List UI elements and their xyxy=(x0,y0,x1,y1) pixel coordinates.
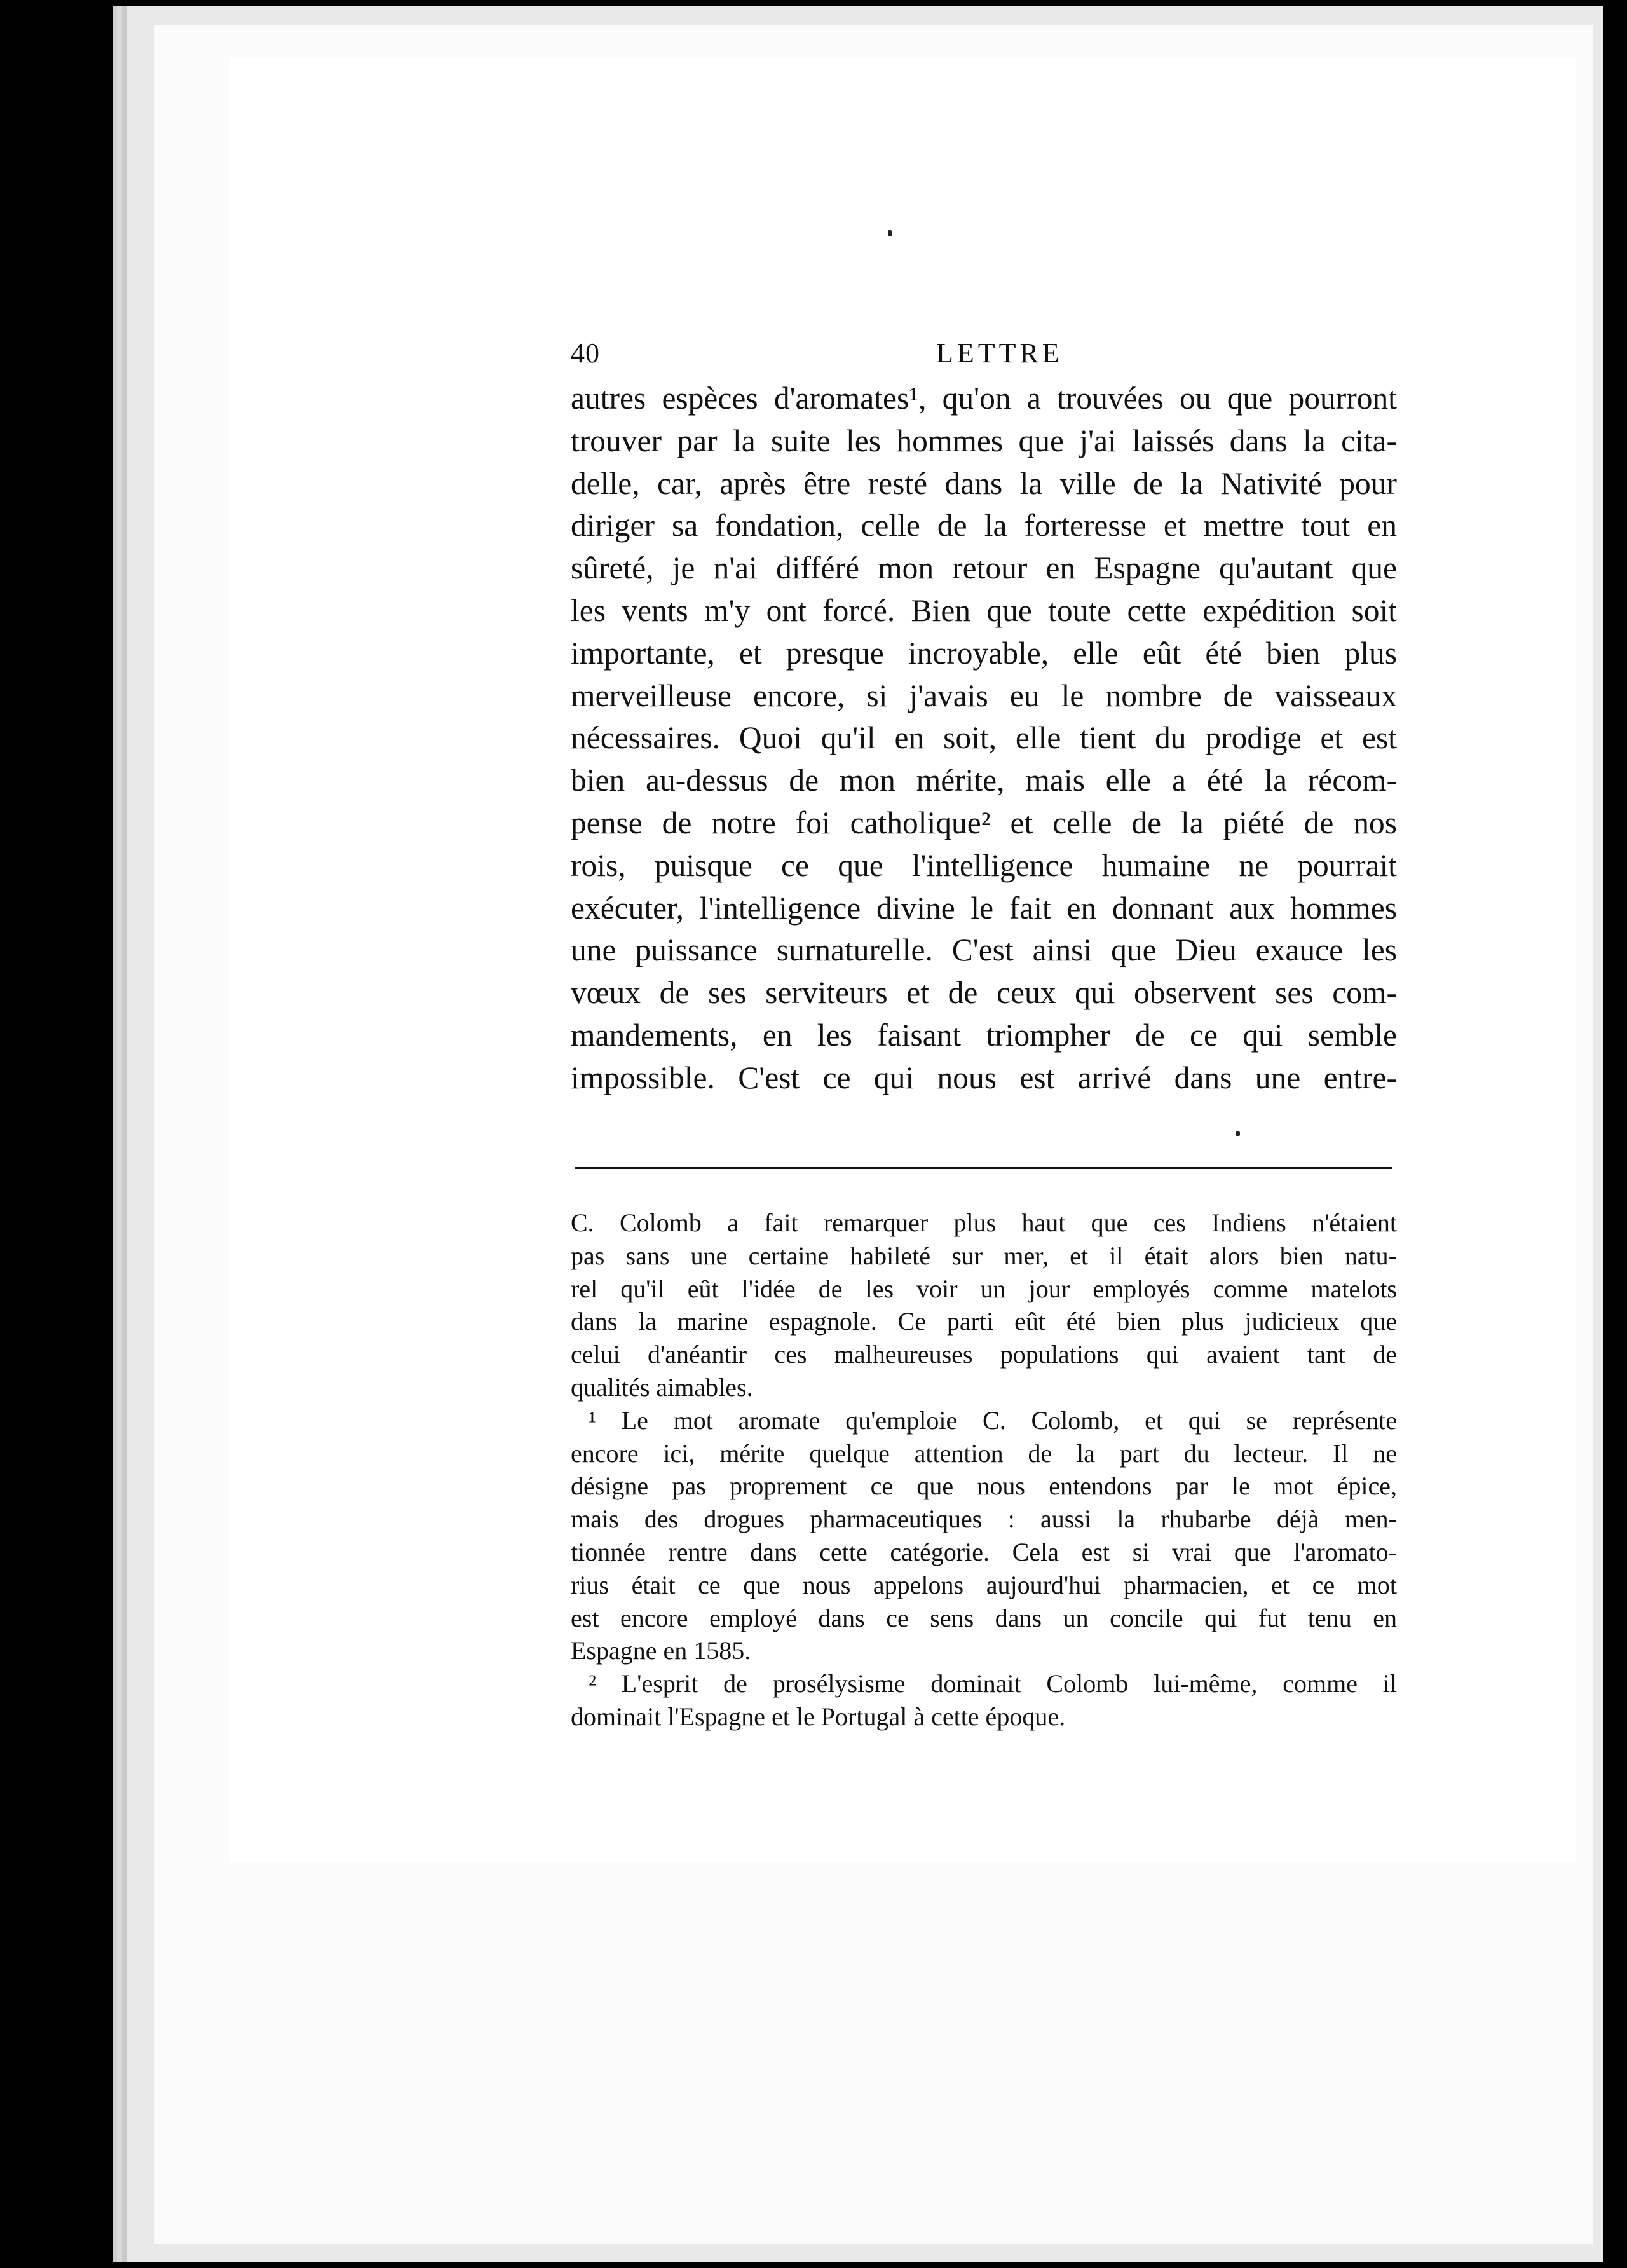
text-line: autres espèces d'aromates¹, qu'on a trouvées ou que pourront xyxy=(571,381,1397,416)
text-line: delle, car, après être resté dans la ville de la Nativité pour xyxy=(571,465,1397,501)
footnote-line: tionnée rentre dans cette catégorie. Cela est si vrai que l'aromato- xyxy=(571,1537,1397,1566)
footnote-line: désigne pas proprement ce que nous entendons par le mot épice, xyxy=(571,1472,1397,1501)
footnotes xyxy=(571,1206,1397,1733)
text-line: vœux de ses serviteurs et de ceux qui observent ses com- xyxy=(571,975,1397,1011)
footnote-line: qualités aimables. xyxy=(571,1372,753,1402)
footnote-line: mais des drogues pharmaceutiques : aussi la rhubarbe déjà men- xyxy=(571,1505,1397,1534)
text-line: importante, et presque incroyable, elle eût été bien plus xyxy=(571,635,1397,671)
text-line: mandements, en les faisant triompher de ce qui semble xyxy=(571,1017,1397,1053)
text-line: pense de notre foi catholique² et celle de la piété de nos xyxy=(571,805,1397,840)
footnote-line: C. Colomb a fait remarquer plus haut que ces Indiens n'étaient xyxy=(571,1208,1397,1237)
text-line: trouver par la suite les hommes que j'ai laissés dans la cita- xyxy=(571,423,1397,458)
text-line: une puissance surnaturelle. C'est ainsi que Dieu exauce les xyxy=(571,932,1397,968)
running-header xyxy=(571,337,1391,369)
text-line: merveilleuse encore, si j'avais eu le nombre de vaisseaux xyxy=(571,678,1397,713)
ink-mark xyxy=(1236,1131,1240,1136)
footnote-line: rius était ce que nous appelons aujourd'hui pharmacien, et ce mot xyxy=(571,1570,1397,1599)
page-number: 40 xyxy=(571,338,600,369)
footnote-line: rel qu'il eût l'idée de les voir un jour employés comme matelots xyxy=(571,1274,1397,1303)
ink-mark xyxy=(888,230,892,236)
footnote-line: celui d'anéantir ces malheureuses populations qui avaient tant de xyxy=(571,1340,1397,1369)
text-line: rois, puisque ce que l'intelligence humaine ne pourrait xyxy=(571,847,1397,883)
footnote-line: dans la marine espagnole. Ce parti eût été bien plus judicieux que xyxy=(571,1307,1397,1336)
footnote-line: ² L'esprit de prosélysisme dominait Colomb lui-même, comme il xyxy=(589,1669,1397,1698)
text-line: bien au-dessus de mon mérite, mais elle a été la récom- xyxy=(571,763,1397,798)
footnote-line: encore ici, mérite quelque attention de la part du lecteur. Il ne xyxy=(571,1438,1397,1468)
footnote-rule xyxy=(575,1167,1392,1169)
running-title: LETTRE xyxy=(936,338,1063,369)
text-line: diriger sa fondation, celle de la forteresse et mettre tout en xyxy=(571,508,1397,543)
footnote-line: Espagne en 1585. xyxy=(571,1636,751,1665)
footnote-line: pas sans une certaine habileté sur mer, et il était alors bien natu- xyxy=(571,1241,1397,1270)
text-line: les vents m'y ont forcé. Bien que toute cette expédition soit xyxy=(571,592,1397,628)
text-line: impossible. C'est ce qui nous est arrivé dans une entre- xyxy=(571,1060,1397,1095)
footnote-line: ¹ Le mot aromate qu'emploie C. Colomb, et qui se représente xyxy=(589,1405,1397,1435)
text-line: exécuter, l'intelligence divine le fait en donnant aux hommes xyxy=(571,890,1397,926)
footnote-line: est encore employé dans ce sens dans un concile qui fut tenu en xyxy=(571,1603,1397,1632)
text-line: nécessaires. Quoi qu'il en soit, elle tient du prodige et est xyxy=(571,720,1397,756)
text-line: sûreté, je n'ai différé mon retour en Espagne qu'autant que xyxy=(571,550,1397,586)
footnote-line: dominait l'Espagne et le Portugal à cette époque. xyxy=(571,1702,1066,1731)
main-text xyxy=(571,378,1397,1100)
